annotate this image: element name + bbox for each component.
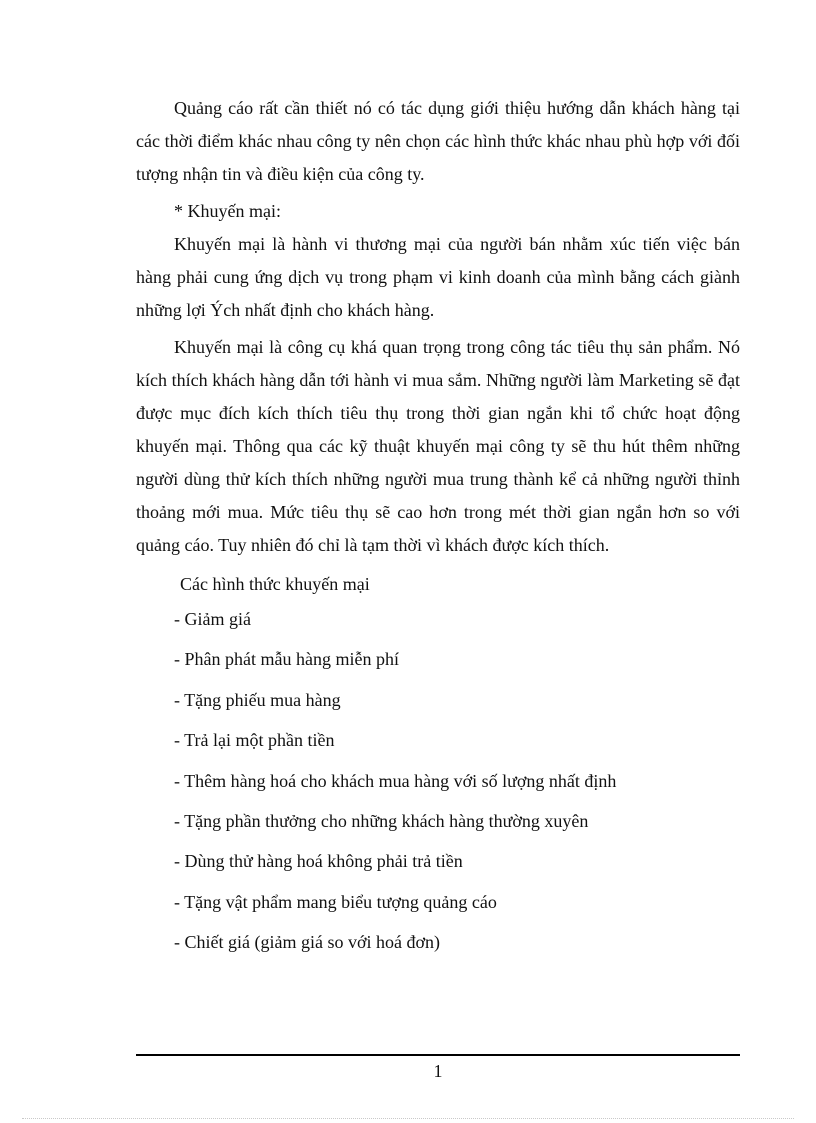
list-item: - Dùng thử hàng hoá không phải trả tiền (174, 851, 463, 872)
list-item: - Tặng phiếu mua hàng (174, 689, 341, 710)
list-item: - Trả lại một phần tiền (174, 730, 335, 751)
paragraph-promotion-definition: Khuyến mại là hành vi thương mại của người bán nhằm xúc tiến việc bán hàng phải cung ứng dịch vụ trong phạm vi kinh doanh của mình bằng cách giành những lợi Ých nhất định cho khách hàng. (136, 234, 740, 320)
section-heading-promotion: * Khuyến mại: (174, 201, 281, 221)
list-item: - Chiết giá (giảm giá so với hoá đơn) (174, 932, 440, 953)
list-item: - Tặng phần thưởng cho những khách hàng thường xuyên (174, 810, 589, 831)
footer-divider (136, 1054, 740, 1056)
promotion-forms-title: Các hình thức khuyến mại (180, 574, 370, 594)
list-item: - Phân phát mẫu hàng miễn phí (174, 649, 399, 670)
list-item: - Thêm hàng hoá cho khách mua hàng với số lượng nhất định (174, 770, 617, 791)
page-bottom-dotted-border (22, 1118, 794, 1119)
paragraph-advertising: Quảng cáo rất cần thiết nó có tác dụng giới thiệu hướng dẫn khách hàng tại các thời điểm khác nhau công ty nên chọn các hình thức khác nhau phù hợp với đối tượng nhận tin và điều kiện của công ty. (136, 98, 740, 184)
page-number: 1 (433, 1061, 443, 1081)
list-item: - Tặng vật phẩm mang biểu tượng quảng cáo (174, 891, 497, 912)
list-item: - Giảm giá (174, 609, 251, 629)
page-body (136, 92, 740, 972)
promotion-forms-list (136, 608, 740, 972)
paragraph-promotion-importance: Khuyến mại là công cụ khá quan trọng trong công tác tiêu thụ sản phẩm. Nó kích thích khách hàng dẫn tới hành vi mua sắm. Những người làm Marketing sẽ đạt được mục đích kích thích tiêu thụ trong thời gian ngắn khi tổ chức hoạt động khuyến mại. Thông qua các kỹ thuật khuyến mại công ty sẽ thu hút thêm những người dùng thử kích thích những người mua trung thành kể cả những người thỉnh thoảng mới mua. Mức tiêu thụ sẽ cao hơn trong mét thời gian ngắn hơn so với quảng cáo. Tuy nhiên đó chỉ là tạm thời vì khách được kích thích. (136, 337, 740, 555)
